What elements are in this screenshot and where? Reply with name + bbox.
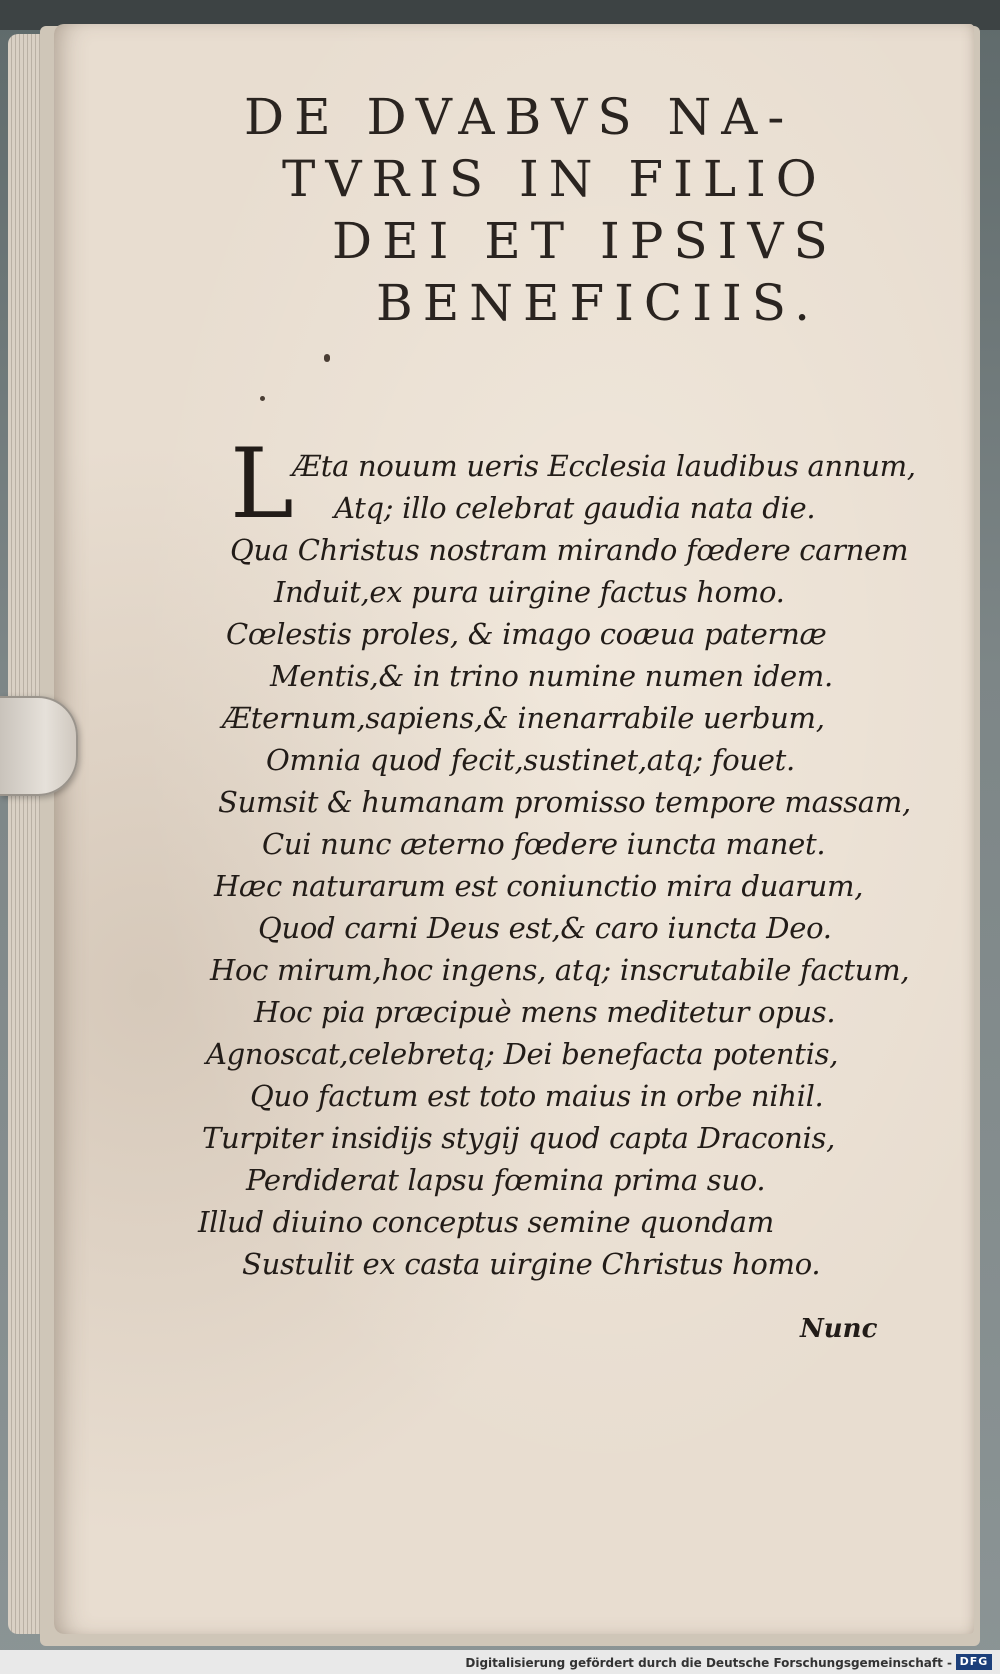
verse-line: Hoc mirum,hoc ingens, atq; inscrutabile factum,	[210, 953, 910, 987]
verse-line: Hæc naturarum est coniunctio mira duarum,	[214, 869, 864, 903]
drop-cap: L	[230, 428, 294, 540]
verse-line: Mentis,& in trino numine numen idem.	[270, 659, 833, 693]
verse-line: Qua Christus nostram mirando fœdere carnem	[230, 533, 909, 567]
verse-line: Perdiderat lapsu fœmina prima suo.	[246, 1163, 766, 1197]
ink-speck	[260, 396, 265, 401]
verse-line: Agnoscat,celebretq; Dei benefacta potentis,	[206, 1037, 839, 1071]
title-line-2: TVRIS IN FILIO	[282, 150, 827, 208]
verse-line: Sumsit & humanam promisso tempore massam,	[218, 785, 911, 819]
verse-line: Omnia quod fecit,sustinet,atq; fouet.	[266, 743, 795, 777]
verse-line: Illud diuino conceptus semine quondam	[198, 1205, 774, 1239]
verse-line: Induit,ex pura uirgine factus homo.	[274, 575, 785, 609]
ink-speck	[324, 354, 330, 362]
verse-line: Quod carni Deus est,& caro iuncta Deo.	[258, 911, 832, 945]
verse-line: Æternum,sapiens,& inenarrabile uerbum,	[222, 701, 825, 735]
dfg-logo: DFG	[956, 1654, 992, 1670]
verse-line: Quo factum est toto maius in orbe nihil.	[250, 1079, 824, 1113]
title-line-4: BENEFICIIS.	[376, 274, 821, 332]
verse-line: Cœlestis proles, & imago coæua paternæ	[226, 617, 827, 651]
title-line-1: DE DVABVS NA-	[244, 88, 795, 146]
verse-line: Cui nunc æterno fœdere iuncta manet.	[262, 827, 826, 861]
verse-line: Turpiter insidijs stygij quod capta Draconis,	[202, 1121, 836, 1155]
page-clip	[0, 696, 78, 796]
verse-line: Æta nouum ueris Ecclesia laudibus annum,	[292, 449, 916, 483]
verse-line: Atq; illo celebrat gaudia nata die.	[334, 491, 816, 525]
title-line-3: DEI ET IPSIVS	[332, 212, 838, 270]
page	[54, 24, 974, 1634]
verse-line: Hoc pia præcipuè mens meditetur opus.	[254, 995, 836, 1029]
catchword: Nunc	[800, 1314, 878, 1344]
verse-line: Sustulit ex casta uirgine Christus homo.	[242, 1247, 821, 1281]
digitization-footer	[0, 1650, 1000, 1674]
footer-credit: Digitalisierung gefördert durch die Deutsche Forschungsgemeinschaft -	[465, 1656, 952, 1670]
